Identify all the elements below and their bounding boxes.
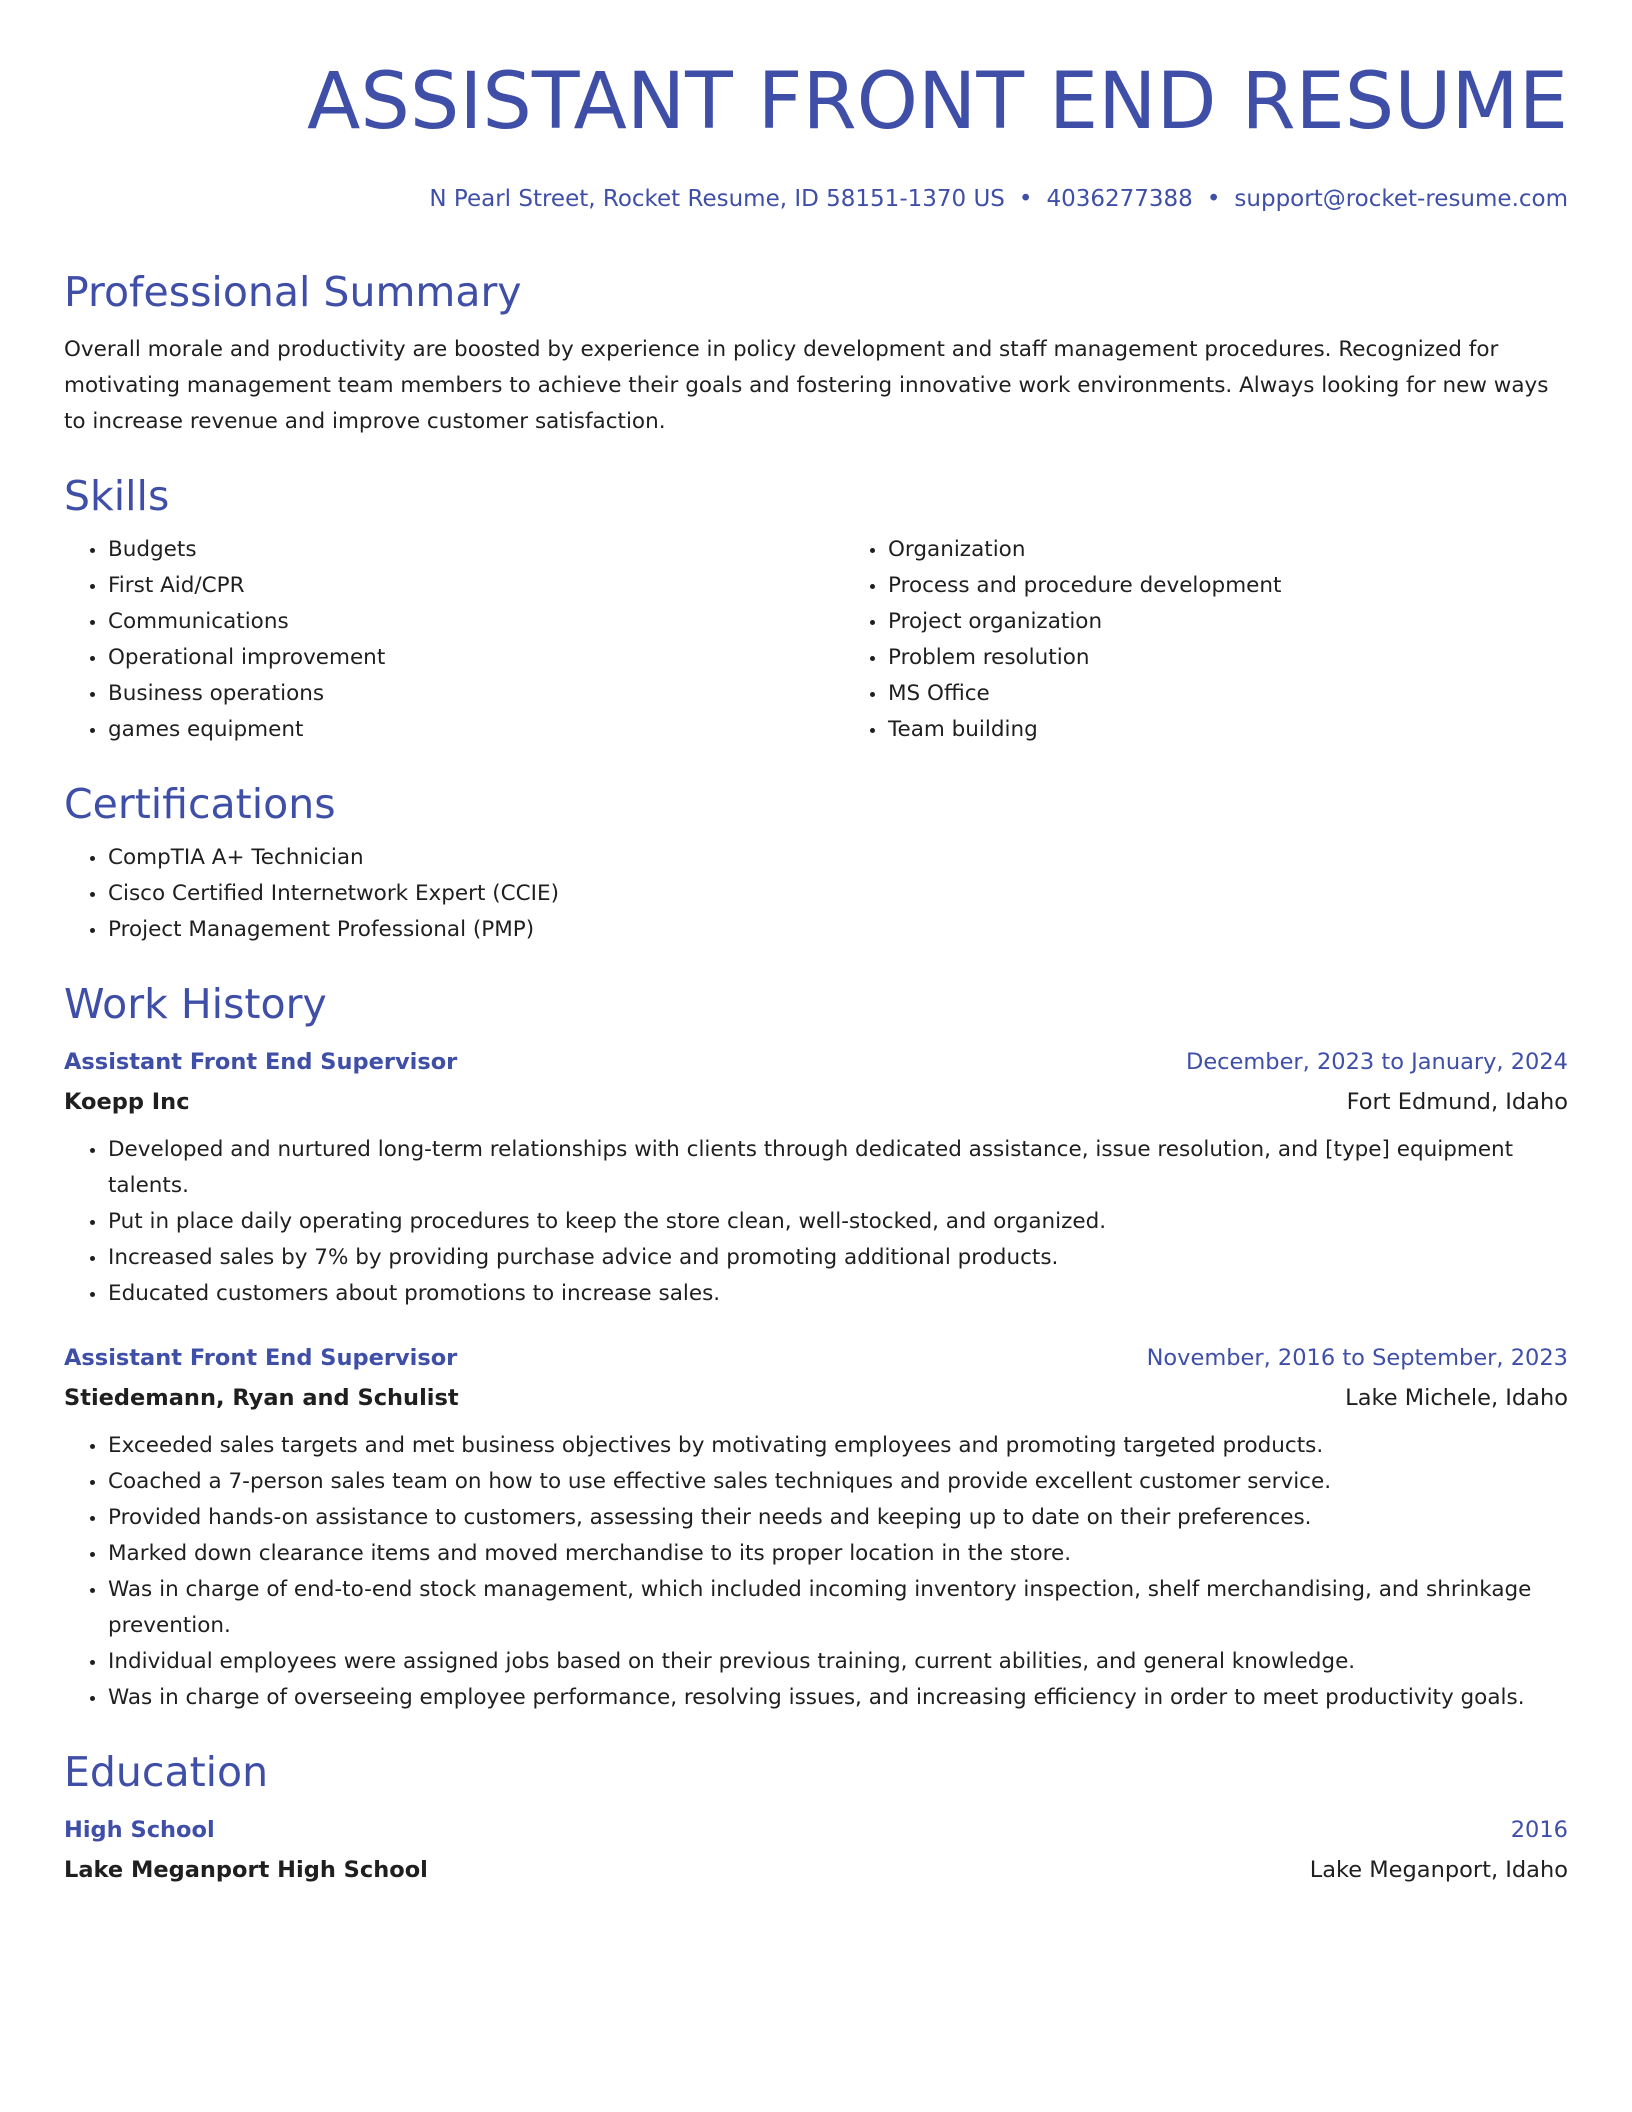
job-bullet: • Coached a 7-person sales team on how to use effective sales techniques and provide excellent customer service. [107, 1464, 1568, 1500]
job-company-row [64, 1082, 1568, 1122]
certifications-list [64, 840, 1568, 948]
skill-item: • Business operations [107, 676, 844, 712]
job-bullet: • Increased sales by 7% by providing purchase advice and promoting additional products. [107, 1240, 1568, 1276]
certifications-heading: Certifications [64, 780, 336, 828]
education-heading: Education [64, 1748, 269, 1796]
job-bullet: • Developed and nurtured long-term relationships with clients through dedicated assistance, issue resolution, and [type] equipment talents. [107, 1132, 1568, 1204]
summary-heading: Professional Summary [64, 268, 522, 316]
job-company: Stiedemann, Ryan and Schulist [64, 1385, 459, 1411]
skill-item: • Project organization [887, 604, 1624, 640]
job-entry [64, 1338, 1568, 1716]
education-degree-row [64, 1810, 1568, 1850]
job-bullet: • Was in charge of end-to-end stock management, which included incoming inventory inspection, shelf merchandising, and shrinkage prevention. [107, 1572, 1568, 1644]
skills-section [64, 470, 1568, 748]
certification-item: • Cisco Certified Internetwork Expert (CCIE) [107, 876, 1568, 912]
work-history-heading: Work History [64, 980, 327, 1028]
skill-item: • Communications [107, 604, 844, 640]
job-bullet: • Exceeded sales targets and met business objectives by motivating employees and promoting targeted products. [107, 1428, 1568, 1464]
education-school: Lake Meganport High School [64, 1857, 428, 1883]
skill-item: • Team building [887, 712, 1624, 748]
job-dates: December, 2023 to January, 2024 [1186, 1049, 1568, 1075]
work-history-section [64, 978, 1568, 1716]
certification-item: • Project Management Professional (PMP) [107, 912, 1568, 948]
job-bullet: • Was in charge of overseeing employee performance, resolving issues, and increasing efficiency in order to meet productivity goals. [107, 1680, 1568, 1716]
education-section [64, 1746, 1568, 1890]
skills-list-left [64, 532, 844, 748]
skill-item: • games equipment [107, 712, 844, 748]
summary-text: Overall morale and productivity are boosted by experience in policy development and staff management procedures. Recognized for motivating management team members to achieve their goals and fostering innovative work environments. Always looking for new ways to increase revenue and improve customer satisfaction. [64, 337, 1549, 434]
certification-item: • CompTIA A+ Technician [107, 840, 1568, 876]
skill-item: • First Aid/CPR [107, 568, 844, 604]
job-bullet: • Individual employees were assigned jobs based on their previous training, current abilities, and general knowledge. [107, 1644, 1568, 1680]
job-bullet: • Put in place daily operating procedures to keep the store clean, well-stocked, and organized. [107, 1204, 1568, 1240]
job-location: Lake Michele, Idaho [1345, 1385, 1568, 1411]
contact-separator: • [1018, 186, 1033, 212]
job-bullet: • Provided hands-on assistance to customers, assessing their needs and keeping up to date on their preferences. [107, 1500, 1568, 1536]
skill-item: • MS Office [887, 676, 1624, 712]
resume-header [64, 0, 1568, 214]
contact-phone: 4036277388 [1046, 186, 1193, 212]
job-dates: November, 2016 to September, 2023 [1146, 1345, 1568, 1371]
skill-item: • Operational improvement [107, 640, 844, 676]
education-entry [64, 1810, 1568, 1890]
job-title-row [64, 1338, 1568, 1378]
job-title-row [64, 1042, 1568, 1082]
contact-address: N Pearl Street, Rocket Resume, ID 58151-1370 US [429, 186, 1005, 212]
skills-list-right [844, 532, 1624, 748]
skill-item: • Organization [887, 532, 1624, 568]
contact-line [64, 184, 1568, 214]
job-bullet: • Marked down clearance items and moved merchandise to its proper location in the store. [107, 1536, 1568, 1572]
job-bullets [64, 1132, 1568, 1312]
skill-item: • Problem resolution [887, 640, 1624, 676]
job-company: Koepp Inc [64, 1089, 190, 1115]
education-school-row [64, 1850, 1568, 1890]
job-entry [64, 1042, 1568, 1312]
job-title: Assistant Front End Supervisor [64, 1049, 458, 1075]
resume-title: ASSISTANT FRONT END RESUME [306, 57, 1568, 147]
job-bullets [64, 1428, 1568, 1716]
certifications-section [64, 778, 1568, 948]
contact-email[interactable]: support@rocket-resume.com [1234, 186, 1568, 212]
job-location: Fort Edmund, Idaho [1346, 1089, 1568, 1115]
job-company-row [64, 1378, 1568, 1418]
skill-item: • Process and procedure development [887, 568, 1624, 604]
skills-heading: Skills [64, 472, 170, 520]
skill-item: • Budgets [107, 532, 844, 568]
job-title: Assistant Front End Supervisor [64, 1345, 458, 1371]
skills-grid [64, 532, 1568, 748]
summary-section [64, 266, 1568, 440]
education-year: 2016 [1510, 1817, 1568, 1843]
contact-separator: • [1206, 186, 1221, 212]
education-degree: High School [64, 1817, 215, 1843]
education-location: Lake Meganport, Idaho [1309, 1857, 1568, 1883]
job-bullet: • Educated customers about promotions to increase sales. [107, 1276, 1568, 1312]
